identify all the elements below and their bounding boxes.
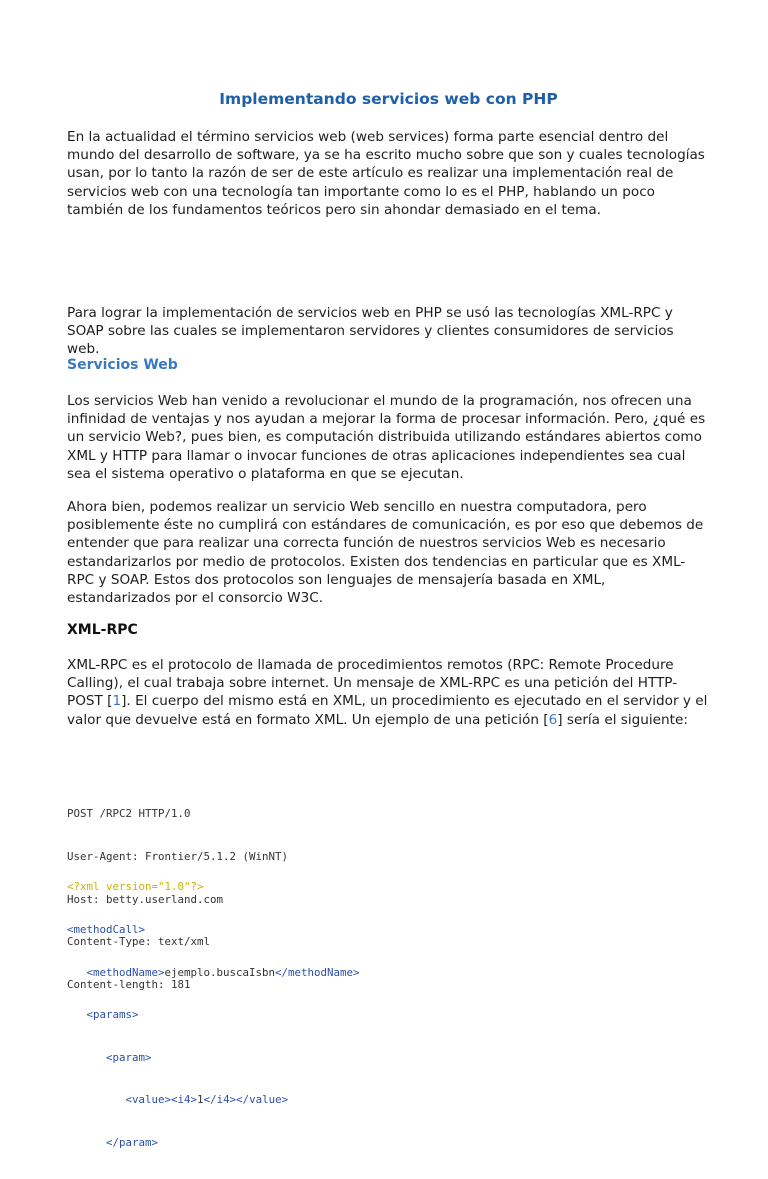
xml-request-code-block — [67, 852, 710, 1179]
section-heading-servicios-web: Servicios Web — [67, 357, 178, 373]
xml-text: 1 — [197, 1093, 204, 1107]
reference-link-1[interactable]: 1 — [112, 693, 122, 710]
implementation-paragraph: Para lograr la implementación de servicios web en PHP se usó las tecnologías XML-RPC y SOAP sobre las cuales se implementaron servidores y clientes consumidores de servicios web. — [67, 305, 674, 358]
reference-link-6[interactable]: 6 — [548, 711, 558, 728]
code-line: POST /RPC2 HTTP/1.0 — [67, 807, 191, 821]
xml-tag: </i4> — [203, 1093, 237, 1107]
code-line — [67, 966, 710, 980]
section-heading-xml-rpc: XML-RPC — [67, 622, 138, 638]
intro-paragraph: En la actualidad el término servicios web (web services) forma parte esencial dentro del mundo del desarrollo de software, ya se ha escrito mucho sobre que son y cuales tecnologías usan, por lo tanto la razón de ser de este artículo es realizar una implementación real de servicios web con una tecnología tan importante como lo es el PHP, hablando un poco también de los fundamentos teóricos pero sin ahondar demasiado en el tema. — [67, 129, 705, 218]
code-line — [67, 1136, 710, 1150]
xml-rpc-text-part-2: ]. El cuerpo del mismo está en XML, un procedimiento es ejecutado en el servidor y el valor que devuelve está en formato XML. Un ejemplo de una petición [ — [67, 693, 708, 728]
code-line: Host: betty.userland.com — [67, 892, 224, 906]
xml-tag: <params> — [86, 1008, 139, 1022]
code-line — [67, 1093, 710, 1107]
xml-tag: <param> — [106, 1050, 152, 1064]
xml-tag: </value> — [236, 1093, 289, 1107]
code-line — [67, 923, 710, 937]
document-title: Implementando servicios web con PHP — [219, 90, 558, 108]
xml-tag: </param> — [106, 1135, 159, 1149]
code-line: User-Agent: Frontier/5.1.2 (WinNT) — [67, 850, 289, 863]
xml-rpc-text-part-1: XML-RPC es el protocolo de llamada de procedimientos remotos (RPC: Remote Procedure Calling), el cual trabaja sobre internet. Un mensaje de XML-RPC es una petición del HTTP-POST [ — [67, 657, 678, 710]
xml-rpc-paragraph — [67, 656, 710, 729]
xml-tag: </methodName> — [275, 965, 360, 979]
web-services-paragraph-1: Los servicios Web han venido a revolucionar el mundo de la programación, nos ofrecen una infinidad de ventajas y nos ayudan a mejorar la forma de procesar información. Pero, ¿qué es un servicio Web?, pues bien, es computación distribuida utilizando estándares abiertos como XML y HTTP para llamar o invocar funciones de otras aplicaciones independientes sea cual sea el sistema operativo o plataforma en que se ejecutan. — [67, 393, 706, 482]
code-line — [67, 1008, 710, 1022]
code-line — [67, 880, 710, 894]
xml-text: ejemplo.buscaIsbn — [164, 965, 276, 979]
code-line: Content-length: 181 — [67, 977, 191, 991]
xml-declaration: <?xml version="1.0"?> — [67, 880, 204, 894]
xml-tag: <i4> — [171, 1093, 198, 1107]
xml-tag: <value> — [125, 1093, 172, 1107]
xml-tag: <methodCall> — [67, 923, 146, 936]
xml-rpc-text-part-3: ] sería el siguiente: — [557, 711, 688, 728]
code-line — [67, 1051, 710, 1065]
web-services-paragraph-2: Ahora bien, podemos realizar un servicio Web sencillo en nuestra computadora, pero posiblemente éste no cumplirá con estándares de comunicación, es por eso que debemos de entender que para realizar una correcta función de nuestros servicios Web es necesario estandarizarlos por medio de protocolos. Existen dos tendencias en particular que es XML-RPC y SOAP. Estos dos protocolos son lenguajes de mensajería basada en XML, estandarizados por el consorcio W3C. — [67, 499, 704, 607]
code-line: Content-Type: text/xml — [67, 935, 211, 949]
xml-tag: <methodName> — [86, 965, 165, 979]
